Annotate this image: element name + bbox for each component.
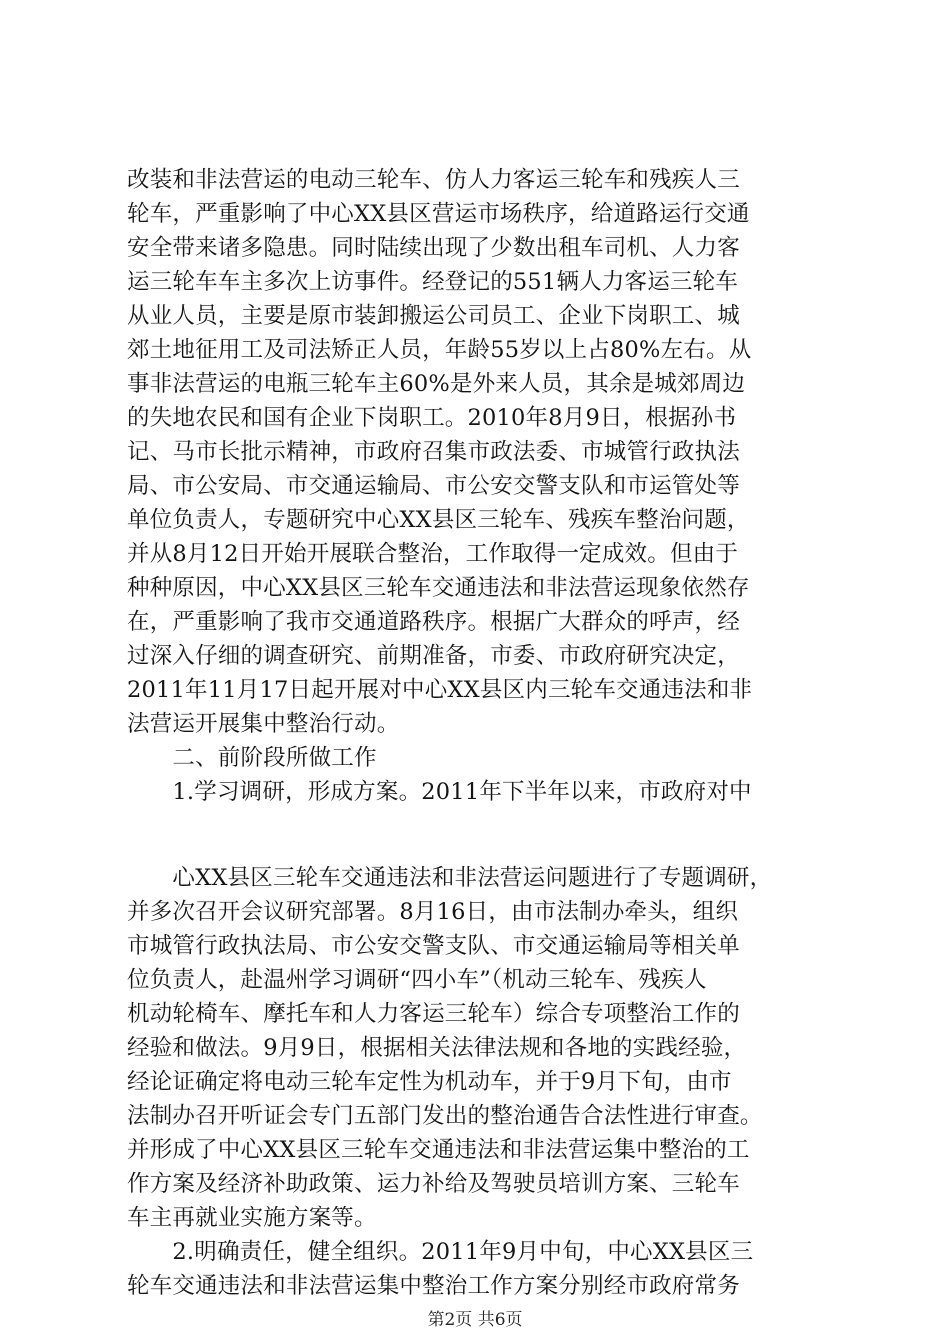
body-text-line: 轮车，严重影响了中心XX县区营运市场秩序，给道路运行交通: [127, 201, 750, 227]
body-text-line: 种种原因，中心XX县区三轮车交通违法和非法营运现象依然存: [127, 575, 750, 601]
body-text-line: 市城管行政执法局、市公安交警支队、市交通运输局等相关单: [127, 933, 740, 959]
body-text-line: 机动轮椅车、摩托车和人力客运三轮车）综合专项整治工作的: [127, 1001, 740, 1027]
body-text-line: 在，严重影响了我市交通道路秩序。根据广大群众的呼声，经: [127, 609, 740, 635]
body-text-line: 并从8月12日开始开展联合整治，工作取得一定成效。但由于: [127, 541, 739, 567]
body-text-line: 局、市公安局、市交通运输局、市公安交警支队和市运管处等: [127, 473, 740, 499]
body-text-line: 并多次召开会议研究部署。8月16日，由市法制办牵头，组织: [127, 899, 739, 925]
body-text-line: 单位负责人，专题研究中心XX县区三轮车、残疾车整治问题，: [127, 507, 750, 533]
body-text-line: 1.学习调研，形成方案。2011年下半年以来，市政府对中: [127, 779, 752, 805]
body-text-line: 郊土地征用工及司法矫正人员，年龄55岁以上占80%左右。从: [127, 337, 752, 363]
body-text-line: 车主再就业实施方案等。: [127, 1205, 377, 1231]
body-text-line: 改装和非法营运的电动三轮车、仿人力客运三轮车和残疾人三: [127, 167, 740, 193]
section-heading: 二、前阶段所做工作: [127, 745, 377, 771]
body-text-line: 经验和做法。9月9日，根据相关法律法规和各地的实践经验，: [127, 1035, 747, 1061]
body-text-line: 法制办召开听证会专门五部门发出的整治通告合法性进行审查。: [127, 1103, 763, 1129]
body-text-line: 2011年11月17日起开展对中心XX县区内三轮车交通违法和非: [127, 677, 753, 703]
body-text-line: 作方案及经济补助政策、运力补给及驾驶员培训方案、三轮车: [127, 1171, 740, 1197]
body-text-line: 经论证确定将电动三轮车定性为机动车，并于9月下旬，由市: [127, 1069, 732, 1095]
body-text-line: 事非法营运的电瓶三轮车主60%是外来人员，其余是城郊周边: [127, 371, 746, 397]
body-text-line: 2.明确责任，健全组织。2011年9月中旬，中心XX县区三: [127, 1239, 754, 1265]
body-text-line: 记、马市长批示精神，市政府召集市政法委、市城管行政执法: [127, 439, 740, 465]
page-footer: 第2页 共6页: [427, 1310, 523, 1330]
body-text-line: 轮车交通违法和非法营运集中整治工作方案分别经市政府常务: [127, 1273, 740, 1299]
body-text-line: 位负责人，赴温州学习调研“四小车”（机动三轮车、残疾人: [127, 967, 707, 993]
body-text-line: 运三轮车车主多次上访事件。经登记的551辆人力客运三轮车: [127, 269, 739, 295]
body-text-line: 过深入仔细的调查研究、前期准备，市委、市政府研究决定，: [127, 643, 740, 669]
body-text-line: 心XX县区三轮车交通违法和非法营运问题进行了专题调研，: [127, 865, 773, 891]
body-text-line: 并形成了中心XX县区三轮车交通违法和非法营运集中整治的工: [127, 1137, 750, 1163]
body-text-line: 安全带来诸多隐患。同时陆续出现了少数出租车司机、人力客: [127, 235, 740, 261]
body-text-line: 法营运开展集中整治行动。: [127, 711, 400, 737]
body-text-line: 的失地农民和国有企业下岗职工。2010年8月9日，根据孙书: [127, 405, 737, 431]
body-text-line: 从业人员，主要是原市装卸搬运公司员工、企业下岗职工、城: [127, 303, 740, 329]
